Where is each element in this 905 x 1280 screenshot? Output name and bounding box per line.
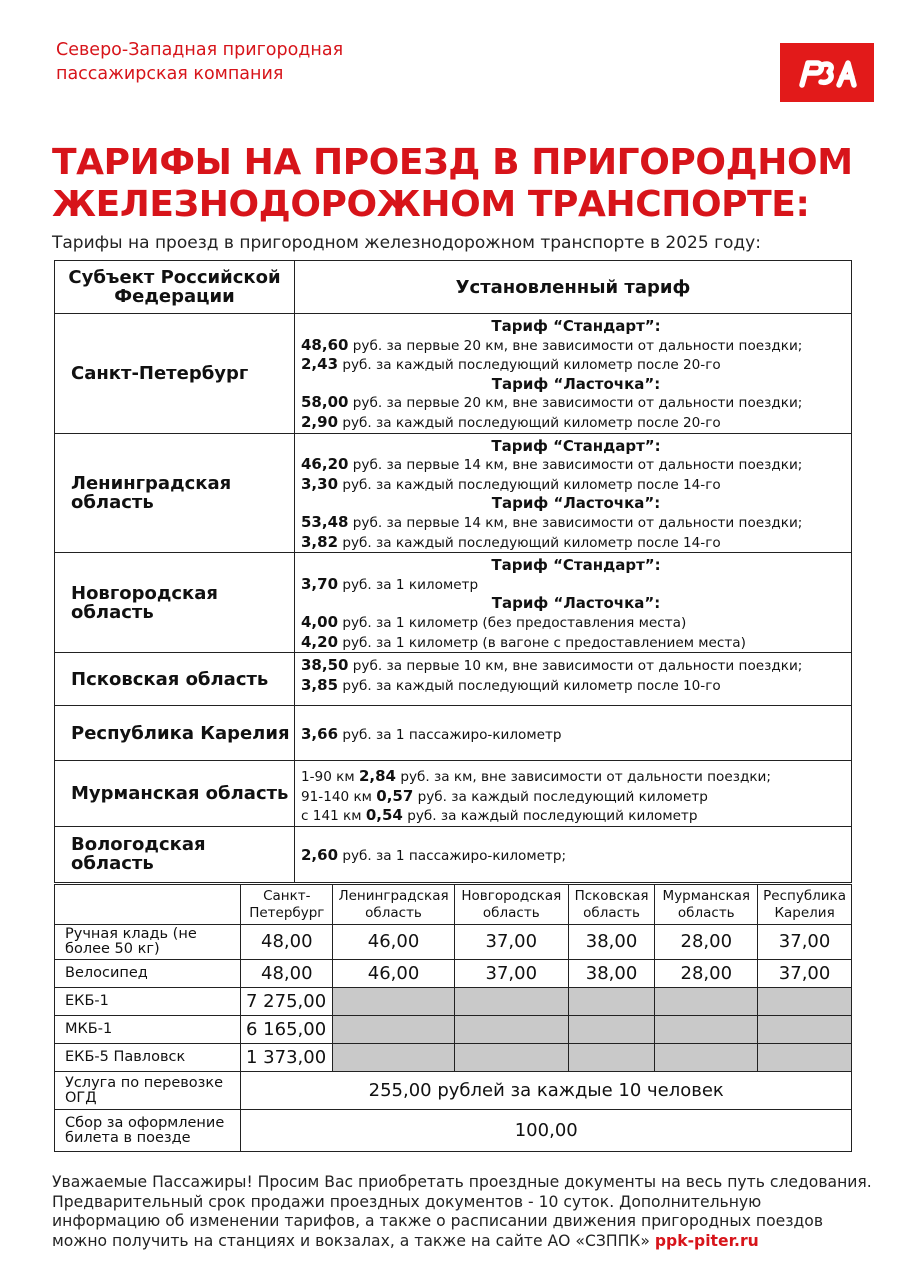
tariff-line xyxy=(301,656,851,676)
region-tariff xyxy=(295,761,852,827)
baggage-price: 46,00 xyxy=(333,960,455,988)
tariff-name: Тариф “Стандарт”: xyxy=(491,317,661,335)
not-applicable-cell xyxy=(655,1044,758,1072)
tariff-name: Тариф “Ласточка”: xyxy=(491,594,661,613)
tariff-line xyxy=(301,633,851,653)
not-applicable-cell xyxy=(758,988,852,1016)
baggage-table xyxy=(54,884,852,1152)
baggage-row xyxy=(55,960,852,988)
tariff-value: 58,00 xyxy=(301,393,349,412)
footer-note xyxy=(52,1173,872,1251)
subtitle: Тарифы на проезд в пригородном железнодорожном транспорте в 2025 году: xyxy=(52,233,761,253)
tariff-description: руб. за км, вне зависимости от дальности поездки; xyxy=(400,769,771,786)
tariff-value: 3,70 xyxy=(301,574,339,593)
tariff-line xyxy=(301,767,851,787)
baggage-price: 37,00 xyxy=(758,960,852,988)
tariff-line xyxy=(301,533,851,553)
tariff-description: руб. за 1 километр (без предоставления места) xyxy=(342,614,687,631)
baggage-price: 7 275,00 xyxy=(241,988,333,1016)
tariff-description: руб. за каждый последующий километр после 20-го xyxy=(342,414,721,431)
tariff-line xyxy=(301,336,851,356)
region-name: Псковская область xyxy=(55,653,295,706)
region-column-header: Мурманская область xyxy=(655,885,758,925)
tariff-description: руб. за каждый последующий километр после 10-го xyxy=(342,677,721,694)
not-applicable-cell xyxy=(333,1016,455,1044)
tariff-description: руб. за каждый последующий километр после 20-го xyxy=(342,357,721,374)
baggage-row-label: Велосипед xyxy=(55,960,241,988)
tariff-description: руб. за 1 пассажиро-километр xyxy=(342,726,562,743)
tariff-line xyxy=(301,455,851,475)
tariff-value: 4,00 xyxy=(301,612,339,631)
tariff-distance: 91-140 км xyxy=(301,788,372,805)
baggage-price: 48,00 xyxy=(241,925,333,960)
rzd-logo-icon xyxy=(792,56,862,90)
tariff-value: 2,84 xyxy=(358,767,396,786)
tariff-value: 4,20 xyxy=(301,632,339,651)
company-name-line2: пассажирская компания xyxy=(56,64,284,84)
region-row xyxy=(55,826,852,882)
tariff-value: 3,30 xyxy=(301,474,339,493)
ogd-service-value: 255,00 рублей за каждые 10 человек xyxy=(241,1072,852,1110)
tariff-line xyxy=(301,846,851,866)
baggage-price: 38,00 xyxy=(568,925,655,960)
page-title-line2: ЖЕЛЕЗНОДОРОЖНОМ ТРАНСПОРТЕ: xyxy=(52,184,810,225)
ogd-service-label: Услуга по перевозке ОГД xyxy=(55,1072,241,1110)
not-applicable-cell xyxy=(333,1044,455,1072)
not-applicable-cell xyxy=(568,988,655,1016)
tariff-value: 3,82 xyxy=(301,532,339,551)
tariff-description: руб. за каждый последующий километр xyxy=(407,808,698,825)
tariff-line xyxy=(301,787,851,807)
tariff-value: 0,57 xyxy=(376,786,414,805)
not-applicable-cell xyxy=(333,988,455,1016)
tariff-name: Тариф “Стандарт”: xyxy=(491,436,661,455)
baggage-row-label: МКБ-1 xyxy=(55,1016,241,1044)
empty-corner-cell xyxy=(55,885,241,925)
region-name: Республика Карелия xyxy=(55,706,295,761)
region-name: Вологодская область xyxy=(55,826,295,882)
region-row xyxy=(55,653,852,706)
baggage-price: 38,00 xyxy=(568,960,655,988)
column-header-subject: Субъект Российской Федерации xyxy=(55,261,295,314)
region-column-header: Псковская область xyxy=(568,885,655,925)
not-applicable-cell xyxy=(568,1016,655,1044)
tariff-line xyxy=(301,355,851,375)
region-name: Санкт-Петербург xyxy=(55,314,295,434)
tariff-description: руб. за 1 километр (в вагоне с предоставлением места) xyxy=(342,634,746,651)
column-header-tariff: Установленный тариф xyxy=(295,261,852,314)
tariff-value: 2,90 xyxy=(301,412,339,431)
region-tariff xyxy=(295,706,852,761)
onboard-fee-row xyxy=(55,1110,852,1152)
baggage-row-label: ЕКБ-5 Павловск xyxy=(55,1044,241,1072)
region-tariff xyxy=(295,433,852,553)
tariff-line xyxy=(301,393,851,413)
region-column-header: Санкт-Петербург xyxy=(241,885,333,925)
region-name: Новгородская область xyxy=(55,553,295,653)
region-tariff xyxy=(295,314,852,434)
onboard-fee-label: Сбор за оформление билета в поезде xyxy=(55,1110,241,1152)
tariff-line xyxy=(301,676,851,696)
company-name xyxy=(56,38,343,86)
tariff-description: руб. за 1 километр xyxy=(342,576,479,593)
baggage-row xyxy=(55,988,852,1016)
rzd-logo xyxy=(780,43,874,102)
tariff-line xyxy=(301,613,851,633)
tariff-table-header xyxy=(55,261,852,314)
ogd-service-row xyxy=(55,1072,852,1110)
baggage-price: 37,00 xyxy=(454,960,568,988)
tariff-description: руб. за первые 14 км, вне зависимости от дальности поездки; xyxy=(352,457,803,474)
region-name: Мурманская область xyxy=(55,761,295,827)
page-title xyxy=(52,142,853,226)
not-applicable-cell xyxy=(454,988,568,1016)
tariff-description: руб. за каждый последующий километр xyxy=(417,788,708,805)
region-row xyxy=(55,314,852,434)
footer-text: Уважаемые Пассажиры! Просим Вас приобретать проездные документы на весь путь следования. Предварительный срок продажи проездных документов - 10 суток. Дополнительную информацию об изменении тарифов, а также о расписании движения пригородных поездов можно получить на станциях и вокзалах, а также на сайте АО «СЗППК» xyxy=(52,1173,872,1250)
region-column-header: Ленинградская область xyxy=(333,885,455,925)
tariff-line xyxy=(301,575,851,595)
tariff-line xyxy=(301,806,851,826)
region-tariff xyxy=(295,553,852,653)
baggage-price: 1 373,00 xyxy=(241,1044,333,1072)
not-applicable-cell xyxy=(758,1044,852,1072)
tariff-description: руб. за первые 20 км, вне зависимости от дальности поездки; xyxy=(352,395,803,412)
not-applicable-cell xyxy=(454,1044,568,1072)
baggage-row-label: Ручная кладь (не более 50 кг) xyxy=(55,925,241,960)
onboard-fee-value: 100,00 xyxy=(241,1110,852,1152)
tariff-distance: с 141 км xyxy=(301,808,362,825)
baggage-row xyxy=(55,925,852,960)
not-applicable-cell xyxy=(454,1016,568,1044)
baggage-price: 6 165,00 xyxy=(241,1016,333,1044)
not-applicable-cell xyxy=(655,988,758,1016)
baggage-price: 37,00 xyxy=(758,925,852,960)
tariff-description: руб. за каждый последующий километр после 14-го xyxy=(342,476,721,493)
page-title-line1: ТАРИФЫ НА ПРОЕЗД В ПРИГОРОДНОМ xyxy=(52,142,853,183)
tariff-description: руб. за первые 14 км, вне зависимости от дальности поездки; xyxy=(352,514,803,531)
tariff-name: Тариф “Ласточка”: xyxy=(491,374,661,393)
region-row xyxy=(55,553,852,653)
tariff-description: руб. за первые 20 км, вне зависимости от дальности поездки; xyxy=(352,337,803,354)
tariff-table xyxy=(54,260,852,883)
tariff-line xyxy=(301,413,851,433)
tariff-name: Тариф “Ласточка”: xyxy=(491,494,661,513)
website-link[interactable]: ppk-piter.ru xyxy=(654,1231,759,1250)
tariff-value: 2,43 xyxy=(301,355,339,374)
tariff-value: 3,66 xyxy=(301,724,339,743)
baggage-price: 48,00 xyxy=(241,960,333,988)
tariff-description: руб. за 1 пассажиро-километр; xyxy=(342,848,567,865)
tariff-value: 48,60 xyxy=(301,335,349,354)
tariff-line xyxy=(301,475,851,495)
region-row xyxy=(55,706,852,761)
tariff-description: руб. за каждый последующий километр после 14-го xyxy=(342,534,721,551)
tariff-line xyxy=(301,725,851,745)
not-applicable-cell xyxy=(655,1016,758,1044)
region-row xyxy=(55,761,852,827)
baggage-row xyxy=(55,1044,852,1072)
not-applicable-cell xyxy=(568,1044,655,1072)
tariff-description: руб. за первые 10 км, вне зависимости от дальности поездки; xyxy=(352,658,803,675)
region-column-header: Новгородская область xyxy=(454,885,568,925)
region-tariff xyxy=(295,653,852,706)
baggage-row-label: ЕКБ-1 xyxy=(55,988,241,1016)
region-tariff xyxy=(295,826,852,882)
company-name-line1: Северо-Западная пригородная xyxy=(56,40,344,60)
region-name: Ленинградская область xyxy=(55,433,295,553)
tariff-value: 46,20 xyxy=(301,455,349,474)
tariff-distance: 1-90 км xyxy=(301,769,355,786)
tariff-value: 3,85 xyxy=(301,675,339,694)
baggage-price: 28,00 xyxy=(655,925,758,960)
baggage-price: 37,00 xyxy=(454,925,568,960)
baggage-header-row xyxy=(55,885,852,925)
baggage-price: 46,00 xyxy=(333,925,455,960)
tariff-value: 0,54 xyxy=(365,806,403,825)
baggage-row xyxy=(55,1016,852,1044)
region-column-header: Республика Карелия xyxy=(758,885,852,925)
region-row xyxy=(55,433,852,553)
tariff-value: 53,48 xyxy=(301,512,349,531)
tariff-line xyxy=(301,513,851,533)
tariff-value: 38,50 xyxy=(301,656,349,675)
tariff-name: Тариф “Стандарт”: xyxy=(491,556,661,575)
not-applicable-cell xyxy=(758,1016,852,1044)
baggage-price: 28,00 xyxy=(655,960,758,988)
tariff-value: 2,60 xyxy=(301,846,339,865)
